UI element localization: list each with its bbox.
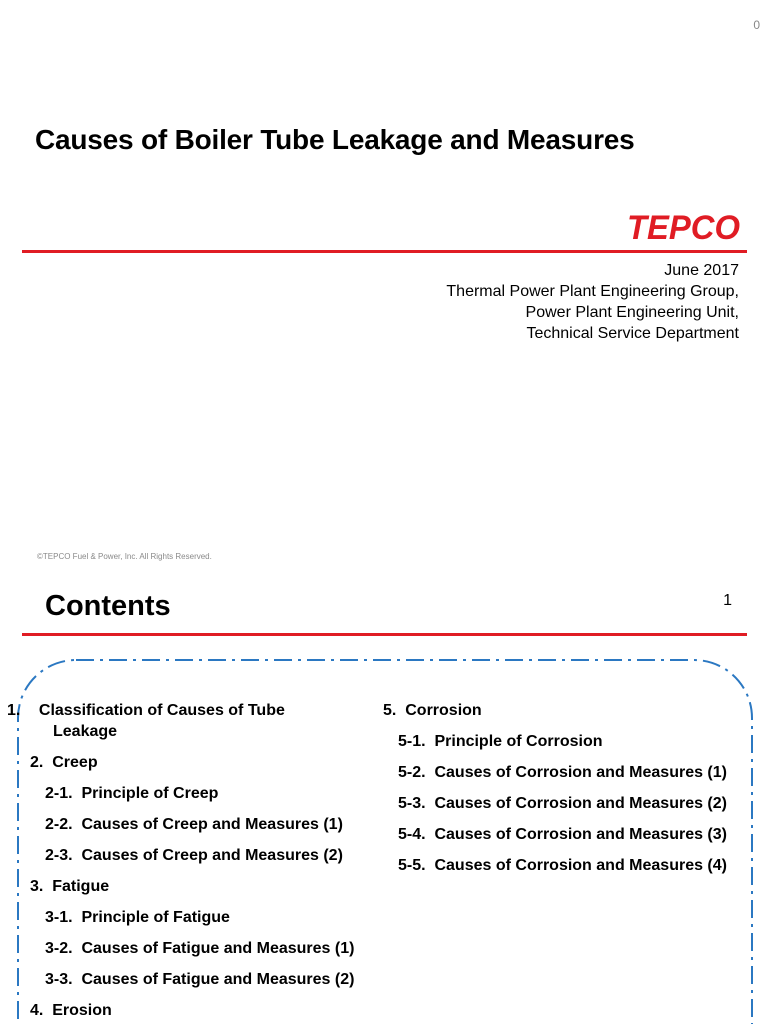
copyright-notice: ©TEPCO Fuel & Power, Inc. All Rights Reserved. bbox=[37, 552, 212, 561]
contents-slide bbox=[0, 574, 768, 1024]
toc-item[interactable] bbox=[383, 855, 763, 876]
toc-item[interactable] bbox=[383, 731, 763, 752]
toc-item[interactable] bbox=[383, 762, 763, 783]
toc-text: Causes of Fatigue and Measures (1) bbox=[81, 940, 355, 957]
toc-text: Causes of Corrosion and Measures (1) bbox=[434, 764, 727, 781]
toc-number: 2-3. bbox=[45, 847, 73, 864]
toc-item[interactable] bbox=[30, 938, 375, 959]
toc-number: 2-2. bbox=[45, 816, 73, 833]
contents-left-column bbox=[7, 700, 375, 1024]
toc-text: Corrosion bbox=[405, 702, 482, 719]
toc-number: 3-3. bbox=[45, 971, 73, 988]
toc-number: 3-2. bbox=[45, 940, 73, 957]
toc-item[interactable] bbox=[30, 876, 375, 897]
org-line-1: Thermal Power Plant Engineering Group, bbox=[446, 283, 739, 300]
toc-item[interactable] bbox=[383, 824, 763, 845]
toc-item[interactable] bbox=[30, 969, 375, 990]
toc-number: 2-1. bbox=[45, 785, 73, 802]
toc-item[interactable] bbox=[30, 752, 375, 773]
toc-text: Fatigue bbox=[52, 878, 110, 895]
presentation-info bbox=[446, 260, 739, 344]
toc-text: Principle of Corrosion bbox=[434, 733, 603, 750]
toc-number: 3. bbox=[30, 878, 44, 895]
toc-text: Principle of Fatigue bbox=[81, 909, 230, 926]
presentation-date: June 2017 bbox=[664, 262, 739, 279]
toc-text: Principle of Creep bbox=[81, 785, 219, 802]
tepco-logo-text: TEPCO bbox=[627, 209, 740, 244]
toc-text: Causes of Corrosion and Measures (4) bbox=[434, 857, 727, 874]
toc-text: Causes of Creep and Measures (1) bbox=[81, 816, 343, 833]
toc-text: Causes of Corrosion and Measures (3) bbox=[434, 826, 727, 843]
toc-number: 2. bbox=[30, 754, 44, 771]
toc-item[interactable] bbox=[30, 907, 375, 928]
toc-text: Classification of Causes of Tube Leakage bbox=[38, 702, 285, 740]
org-line-3: Technical Service Department bbox=[526, 325, 739, 342]
toc-item[interactable]: 1. Classification of Causes of Tube Leakage bbox=[7, 702, 285, 740]
toc-text: Causes of Fatigue and Measures (2) bbox=[81, 971, 355, 988]
toc-number: 4. bbox=[30, 1002, 44, 1019]
toc-text: Causes of Corrosion and Measures (2) bbox=[434, 795, 727, 812]
page-number: 0 bbox=[753, 18, 760, 32]
tepco-logo bbox=[627, 208, 740, 244]
org-line-2: Power Plant Engineering Unit, bbox=[525, 304, 739, 321]
toc-number: 5-2. bbox=[398, 764, 426, 781]
slide-title: Causes of Boiler Tube Leakage and Measures bbox=[35, 124, 635, 155]
contents-title: Contents bbox=[45, 590, 171, 622]
toc-item[interactable] bbox=[30, 814, 375, 835]
toc-item[interactable] bbox=[383, 700, 763, 721]
contents-divider bbox=[22, 633, 747, 636]
toc-text: Causes of Creep and Measures (2) bbox=[81, 847, 343, 864]
toc-number: 3-1. bbox=[45, 909, 73, 926]
title-divider bbox=[22, 250, 747, 253]
toc-number: 5-3. bbox=[398, 795, 426, 812]
toc-item[interactable] bbox=[30, 845, 375, 866]
toc-number: 5-4. bbox=[398, 826, 426, 843]
toc-text: Erosion bbox=[52, 1002, 112, 1019]
toc-number: 5-1. bbox=[398, 733, 426, 750]
toc-item[interactable] bbox=[30, 783, 375, 804]
toc-item[interactable] bbox=[30, 1000, 375, 1021]
page-number: 1 bbox=[723, 592, 732, 609]
toc-text: Creep bbox=[52, 754, 98, 771]
toc-number: 5-5. bbox=[398, 857, 426, 874]
contents-right-column bbox=[383, 700, 763, 886]
toc-number: 5. bbox=[383, 702, 397, 719]
toc-item[interactable] bbox=[383, 793, 763, 814]
